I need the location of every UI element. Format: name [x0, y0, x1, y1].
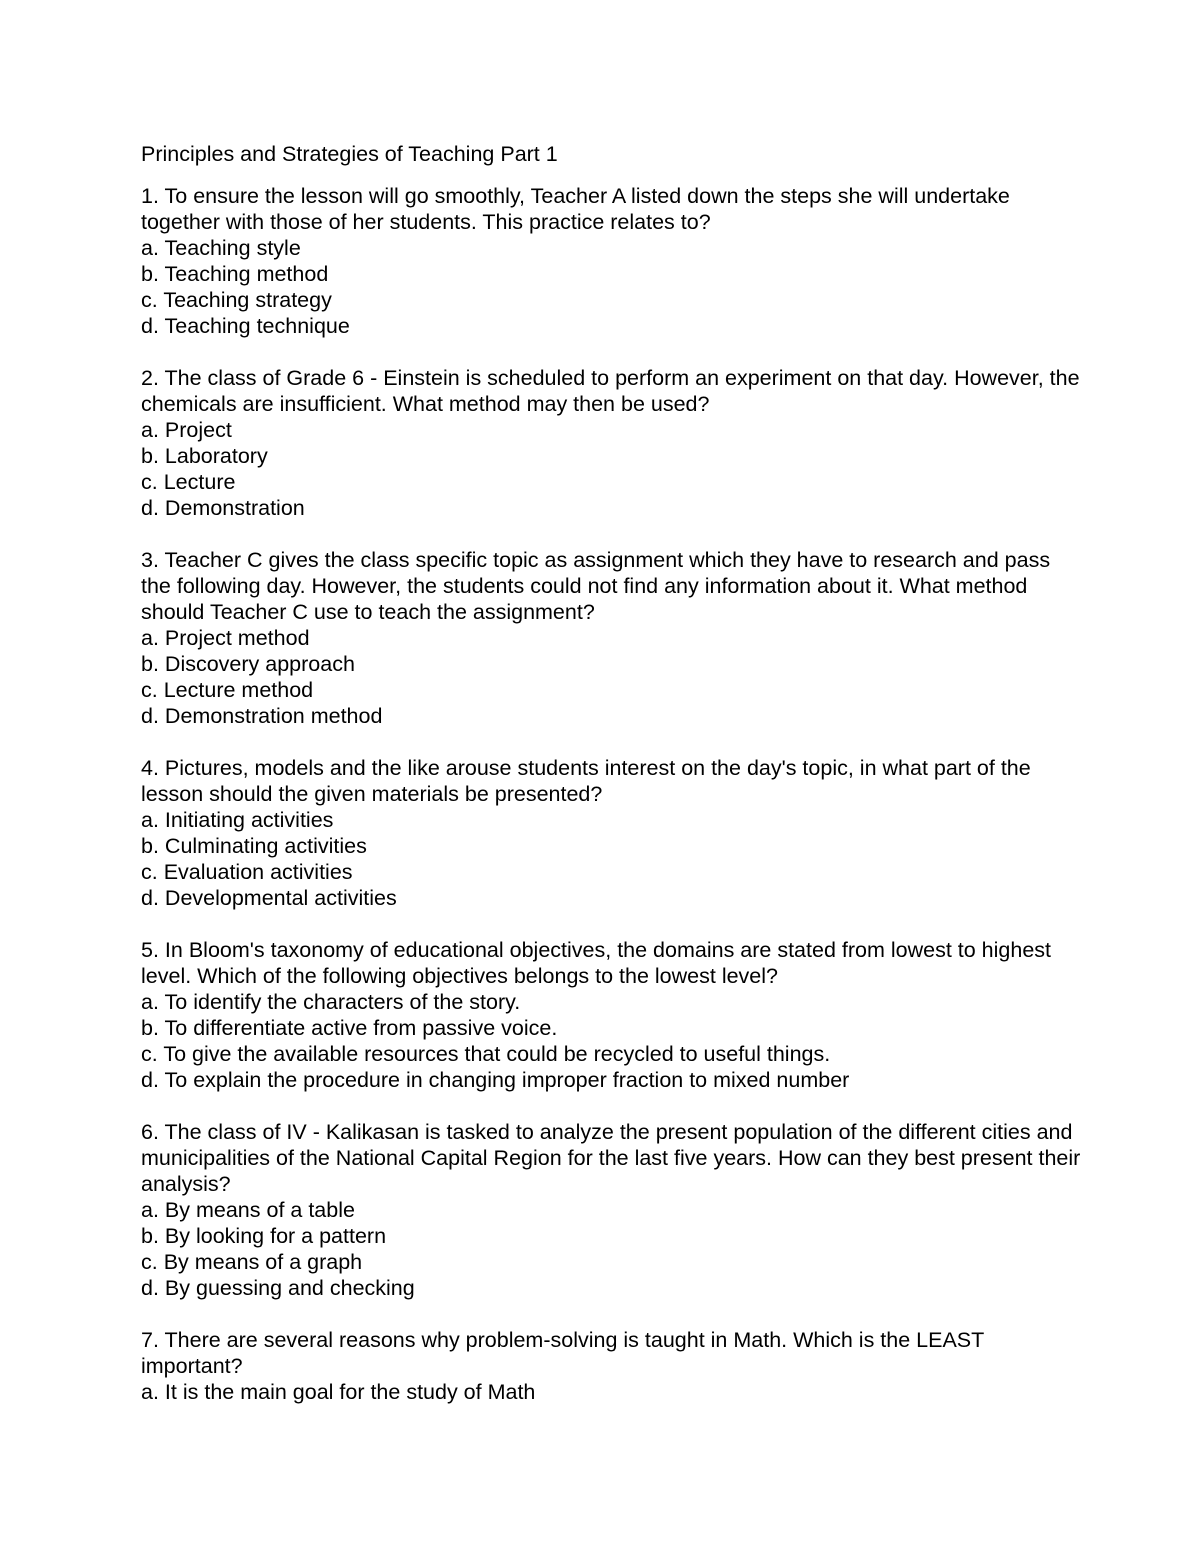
option-text: Teaching style — [164, 236, 301, 260]
question-body: To ensure the lesson will go smoothly, Teacher A listed down the steps she will undertake together with those of her students. This practice relates to? — [141, 184, 1010, 234]
option-text: By means of a table — [164, 1198, 355, 1222]
option-c — [141, 1041, 1081, 1067]
question-number: 5. — [141, 938, 159, 962]
option-text: Project method — [164, 626, 310, 650]
question-text — [141, 365, 1081, 417]
option-text: To explain the procedure in changing improper fraction to mixed number — [164, 1068, 850, 1092]
option-c — [141, 859, 1081, 885]
question-body: The class of Grade 6 - Einstein is scheduled to perform an experiment on that day. However, the chemicals are insufficient. What method may then be used? — [141, 366, 1080, 416]
option-b — [141, 651, 1081, 677]
question-number: 1. — [141, 184, 159, 208]
option-a — [141, 1197, 1081, 1223]
option-letter: d. — [141, 496, 159, 520]
option-text: Laboratory — [164, 444, 268, 468]
option-d — [141, 495, 1081, 521]
option-text: To differentiate active from passive voice. — [164, 1016, 558, 1040]
option-text: Teaching method — [164, 262, 329, 286]
question-body: In Bloom's taxonomy of educational objectives, the domains are stated from lowest to highest level. Which of the following objectives belongs to the lowest level? — [141, 938, 1051, 988]
document-content — [141, 141, 1081, 1431]
option-letter: c. — [141, 678, 158, 702]
option-text: To identify the characters of the story. — [164, 990, 521, 1014]
option-letter: d. — [141, 1068, 159, 1092]
option-a — [141, 989, 1081, 1015]
question-number: 4. — [141, 756, 159, 780]
document-title: Principles and Strategies of Teaching Part 1 — [141, 142, 558, 166]
option-letter: c. — [141, 1042, 158, 1066]
option-text: Lecture method — [163, 678, 314, 702]
option-letter: a. — [141, 236, 159, 260]
option-text: Demonstration method — [164, 704, 383, 728]
option-letter: b. — [141, 1016, 159, 1040]
option-letter: d. — [141, 704, 159, 728]
option-letter: a. — [141, 990, 159, 1014]
option-text: Discovery approach — [164, 652, 355, 676]
option-text: Teaching technique — [164, 314, 350, 338]
option-letter: c. — [141, 860, 158, 884]
question-body: There are several reasons why problem-solving is taught in Math. Which is the LEAST important? — [141, 1328, 984, 1378]
option-text: Initiating activities — [164, 808, 334, 832]
option-letter: b. — [141, 652, 159, 676]
question-6 — [141, 1119, 1081, 1301]
question-body: Teacher C gives the class specific topic as assignment which they have to research and pass the following day. However, the students could not find any information about it. What method should Teacher C use to teach the assignment? — [141, 548, 1051, 624]
option-letter: b. — [141, 1224, 159, 1248]
question-body: The class of IV - Kalikasan is tasked to analyze the present population of the different cities and municipalities of the National Capital Region for the last five years. How can they best present their analysis? — [141, 1120, 1081, 1196]
option-b — [141, 1223, 1081, 1249]
option-letter: c. — [141, 470, 158, 494]
option-letter: a. — [141, 1198, 159, 1222]
option-letter: b. — [141, 834, 159, 858]
option-a — [141, 235, 1081, 261]
option-letter: c. — [141, 1250, 158, 1274]
question-5 — [141, 937, 1081, 1093]
option-text: Developmental activities — [164, 886, 397, 910]
option-c — [141, 1249, 1081, 1275]
question-number: 7. — [141, 1328, 159, 1352]
question-4 — [141, 755, 1081, 911]
question-text — [141, 183, 1081, 235]
option-d — [141, 885, 1081, 911]
option-text: By looking for a pattern — [164, 1224, 387, 1248]
option-d — [141, 1067, 1081, 1093]
question-text — [141, 1119, 1081, 1197]
option-text: Culminating activities — [164, 834, 367, 858]
option-letter: a. — [141, 1380, 159, 1404]
option-letter: a. — [141, 418, 159, 442]
option-letter: b. — [141, 262, 159, 286]
question-body: Pictures, models and the like arouse students interest on the day's topic, in what part of the lesson should the given materials be presented? — [141, 756, 1031, 806]
option-letter: d. — [141, 314, 159, 338]
option-letter: d. — [141, 886, 159, 910]
option-text: Project — [164, 418, 232, 442]
option-text: By guessing and checking — [164, 1276, 415, 1300]
question-number: 6. — [141, 1120, 159, 1144]
option-text: Evaluation activities — [163, 860, 353, 884]
option-a — [141, 417, 1081, 443]
question-text — [141, 937, 1081, 989]
question-number: 3. — [141, 548, 159, 572]
option-letter: d. — [141, 1276, 159, 1300]
option-a — [141, 1379, 1081, 1405]
option-c — [141, 469, 1081, 495]
option-letter: c. — [141, 288, 158, 312]
option-text: By means of a graph — [163, 1250, 363, 1274]
option-letter: b. — [141, 444, 159, 468]
option-b — [141, 261, 1081, 287]
option-text: Demonstration — [164, 496, 305, 520]
option-letter: a. — [141, 808, 159, 832]
option-d — [141, 313, 1081, 339]
option-b — [141, 443, 1081, 469]
question-3 — [141, 547, 1081, 729]
option-a — [141, 807, 1081, 833]
question-1 — [141, 183, 1081, 339]
question-7 — [141, 1327, 1081, 1405]
question-text — [141, 547, 1081, 625]
option-a — [141, 625, 1081, 651]
question-text — [141, 1327, 1081, 1379]
option-c — [141, 677, 1081, 703]
option-b — [141, 1015, 1081, 1041]
question-number: 2. — [141, 366, 159, 390]
option-b — [141, 833, 1081, 859]
option-d — [141, 1275, 1081, 1301]
question-text — [141, 755, 1081, 807]
option-d — [141, 703, 1081, 729]
option-letter: a. — [141, 626, 159, 650]
question-2 — [141, 365, 1081, 521]
option-c — [141, 287, 1081, 313]
option-text: Lecture — [163, 470, 236, 494]
option-text: To give the available resources that could be recycled to useful things. — [163, 1042, 831, 1066]
option-text: Teaching strategy — [163, 288, 332, 312]
option-text: It is the main goal for the study of Math — [164, 1380, 536, 1404]
